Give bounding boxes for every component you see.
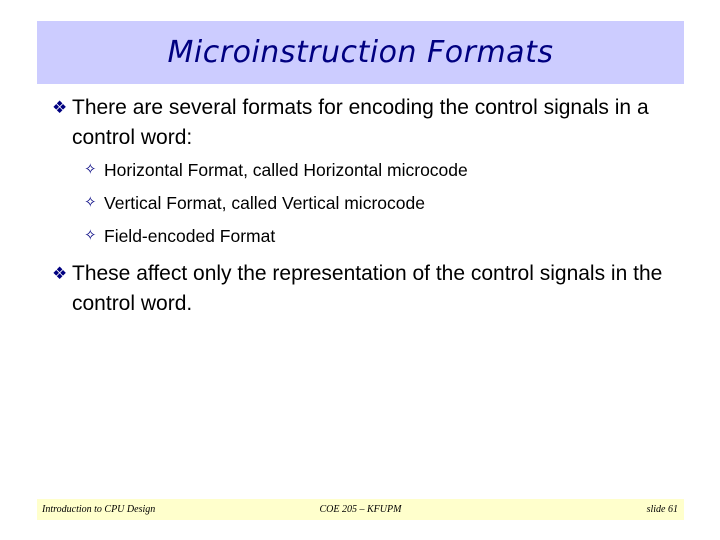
four-point-star-icon: ✧ [84, 161, 97, 178]
footer-course-code: COE 205 – KFUPM [319, 504, 402, 515]
bullet-item [52, 93, 672, 153]
footer-bar [37, 499, 684, 520]
slide-number: slide 61 [646, 504, 678, 515]
diamond-bullet-icon: ❖ [52, 264, 68, 283]
bullet-item [52, 259, 672, 319]
four-point-star-icon: ✧ [84, 194, 97, 211]
four-point-star-icon: ✧ [84, 227, 97, 244]
title-bar [37, 21, 684, 84]
sub-bullet-text: Vertical Format, called Vertical microcode [104, 193, 425, 213]
bullet-text: These affect only the representation of the control signals in the control word. [72, 262, 663, 315]
footer-course-title: Introduction to CPU Design [42, 504, 156, 515]
diamond-bullet-icon: ❖ [52, 98, 68, 117]
sub-bullet-text: Field-encoded Format [104, 226, 276, 246]
sub-bullet-item [52, 159, 672, 181]
sub-bullet-item [52, 225, 672, 247]
sub-bullet-item [52, 192, 672, 214]
sub-bullet-list [52, 159, 672, 247]
bullet-text: There are several formats for encoding the control signals in a control word: [72, 96, 649, 149]
sub-bullet-text: Horizontal Format, called Horizontal microcode [104, 160, 468, 180]
slide-content [52, 93, 672, 319]
slide-title: Microinstruction Formats [167, 35, 554, 70]
